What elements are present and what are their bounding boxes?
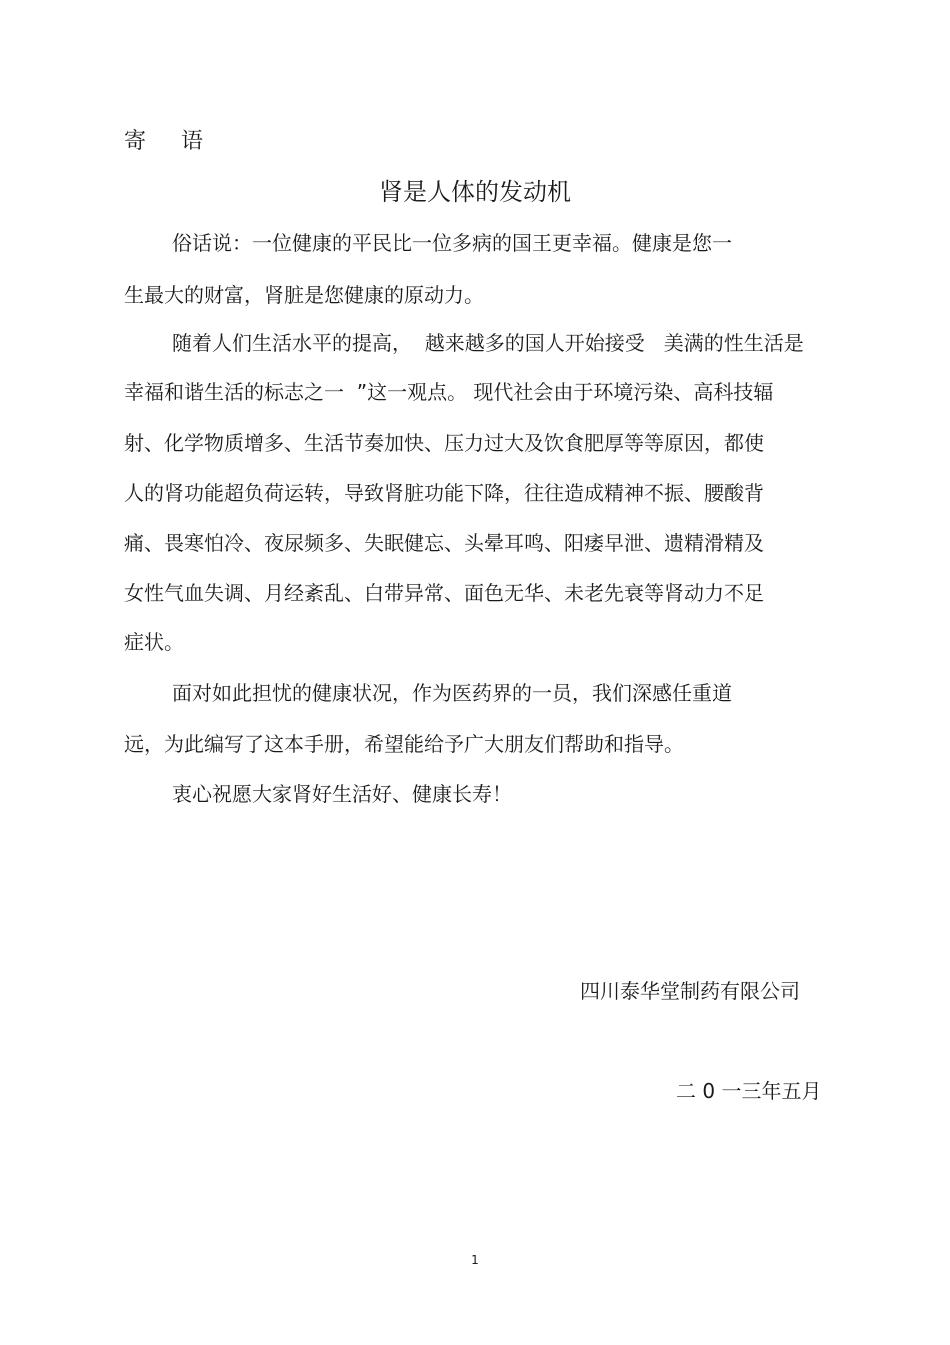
body-line: 生最大的财富，肾脏是您健康的原动力。 <box>124 283 484 307</box>
body-line: 俗话说：一位健康的平民比一位多病的国王更幸福。健康是您一 <box>172 231 732 255</box>
body-line: 衷心祝愿大家肾好生活好、健康长寿！ <box>172 782 512 806</box>
body-line: 面对如此担忧的健康状况，作为医药界的一员，我们深感任重道 <box>172 681 732 705</box>
document-title: 肾是人体的发动机 <box>379 178 571 206</box>
body-line: 症状。 <box>124 630 184 654</box>
page-number: 1 <box>471 1253 479 1267</box>
section-heading: 寄 语 <box>124 129 203 154</box>
body-line: 人的肾功能超负荷运转，导致肾脏功能下降，往往造成精神不振、腰酸背 <box>124 481 764 505</box>
body-line: 女性气血失调、月经紊乱、白带异常、面色无华、未老先衰等肾动力不足 <box>124 581 764 605</box>
body-line: 幸福和谐生活的标志之一 ”这一观点。 现代社会由于环境污染、高科技辐 <box>124 380 774 404</box>
body-line: 远，为此编写了这本手册，希望能给予广大朋友们帮助和指导。 <box>124 732 684 756</box>
company-name: 四川泰华堂制药有限公司 <box>580 979 800 1003</box>
body-line: 射、化学物质增多、生活节奏加快、压力过大及饮食肥厚等等原因，都使 <box>124 431 764 455</box>
body-line: 痛、畏寒怕冷、夜尿频多、失眠健忘、头晕耳鸣、阳痿早泄、遗精滑精及 <box>124 531 764 555</box>
body-line: 随着人们生活水平的提高， 越来越多的国人开始接受 美满的性生活是 <box>172 331 804 355</box>
date: 二 0 一三年五月 <box>676 1079 822 1103</box>
